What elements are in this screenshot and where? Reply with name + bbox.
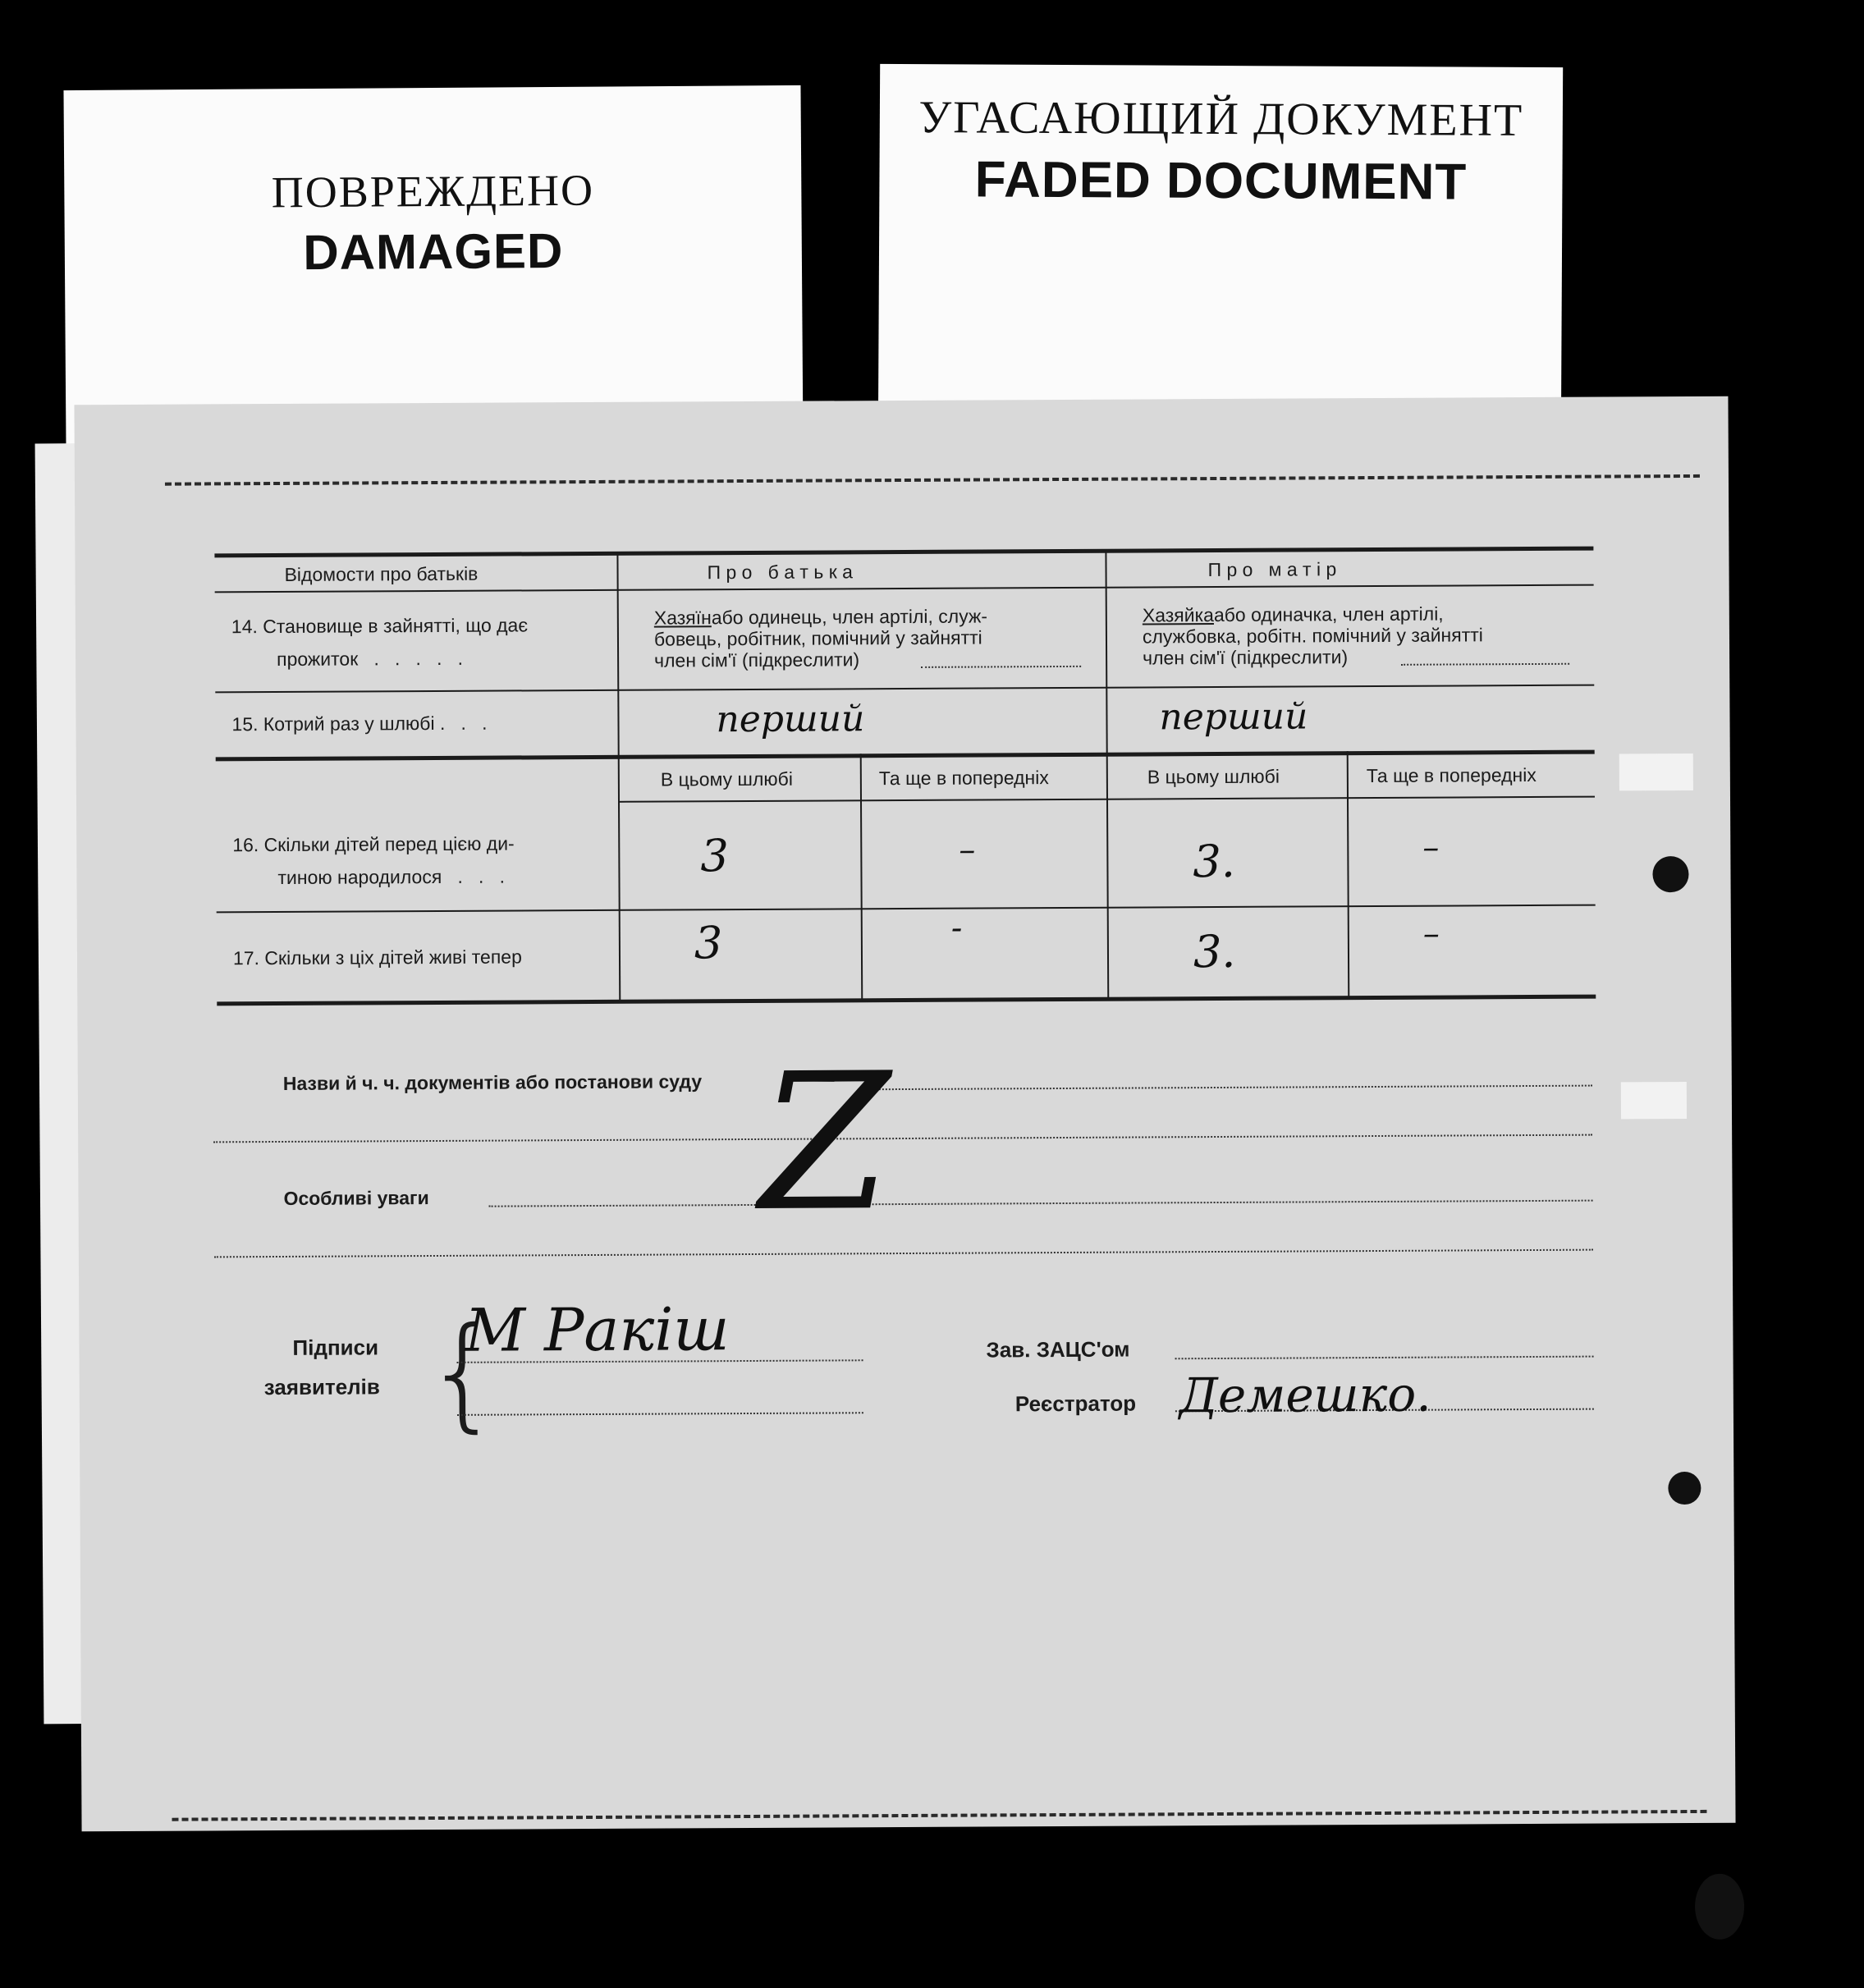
row14-mother-line3: член сім'ї (підкреслити)	[1143, 646, 1349, 669]
row16-father-prev: –	[959, 831, 976, 869]
row15-label: 15. Котрий раз у шлюбі . . .	[231, 712, 488, 735]
row14-mother-underlined: Хазяйка	[1142, 604, 1214, 626]
col-divider-2	[1105, 551, 1109, 999]
row14-father-line2: бовець, робітник, помічний у зайнятті	[653, 626, 982, 650]
table-bottom-rule	[217, 995, 1596, 1006]
edge-tear	[1619, 754, 1693, 790]
signatures-brace: {	[424, 1301, 503, 1445]
subheader-father-prev: Та ще в попередніх	[878, 767, 1049, 790]
documents-line2	[213, 1134, 1592, 1143]
header-rule	[215, 584, 1594, 593]
registrar-label: Реєстратор	[1014, 1390, 1137, 1417]
subheader-mother-this: В цьому шлюбі	[1147, 765, 1280, 788]
head-signature-line	[1175, 1356, 1594, 1360]
col-divider-mother	[1347, 751, 1350, 997]
notes-line1	[489, 1200, 1593, 1207]
signatures-label-line1: Підписи	[292, 1335, 379, 1360]
row14-rule	[215, 685, 1594, 694]
header-parents: Відомости про батьків	[284, 562, 479, 585]
header-father: П р о б а т ь к а	[707, 561, 853, 584]
documents-line1	[870, 1085, 1592, 1091]
row17-mother-this: 3.	[1193, 925, 1236, 978]
row16-label-line2: тиною народилося . . .	[277, 865, 506, 888]
row14-mother-text1: або одиначка, член артілі,	[1213, 602, 1444, 626]
row14-father-line3: член сім'ї (підкреслити)	[654, 648, 860, 671]
row14-father-text1: або одинець, член артілі, служ-	[711, 605, 988, 629]
row16-rule	[217, 905, 1596, 914]
row16-father-this: 3	[700, 830, 729, 882]
row16-label-line1: 16. Скільки дітей перед цією ди-	[232, 832, 515, 856]
form-sheet	[74, 396, 1735, 1832]
perforation-bottom	[172, 1810, 1706, 1821]
row15-father-value: перший	[716, 698, 865, 741]
punch-hole	[1652, 856, 1688, 892]
table-top-rule	[214, 547, 1593, 558]
row15-rule	[216, 750, 1595, 762]
applicant-signature: М Ракіш	[465, 1294, 730, 1365]
punch-hole	[1695, 1874, 1744, 1940]
punch-hole	[1668, 1472, 1701, 1505]
col-divider-father	[860, 754, 863, 1000]
applicant-signature-line2	[457, 1412, 863, 1416]
row14-mother-line2: службовка, робітн. помічний у зайнятті	[1142, 624, 1483, 648]
faded-label-ru: УГАСАЮЩИЙ ДОКУМЕНТ	[918, 92, 1524, 146]
notes-label: Особливі уваги	[283, 1187, 429, 1209]
row16-mother-this: 3.	[1193, 835, 1236, 888]
row14-father-fill	[921, 666, 1081, 668]
documents-label: Назви й ч. ч. документів або постанови суду	[282, 1070, 703, 1094]
notes-handwritten-mark: Z	[758, 1033, 891, 1253]
row14-label-line2: прожиток . . . . .	[277, 647, 464, 670]
faded-label-card	[878, 64, 1563, 445]
row17-father-this: 3	[694, 917, 723, 969]
row14-father-underlined: Хазяїн	[653, 607, 712, 629]
perforation-top	[165, 474, 1700, 486]
col-divider-1	[616, 553, 621, 1001]
notes-line2	[214, 1249, 1593, 1258]
subheader-mother-prev: Та ще в попередніх	[1366, 763, 1537, 787]
header-mother: П р о м а т і р	[1207, 558, 1337, 581]
row17-label: 17. Скільки з ціх дітей живі тепер	[232, 946, 522, 969]
damaged-label-card	[63, 85, 803, 451]
damaged-label-en: DAMAGED	[303, 222, 564, 281]
row15-mother-value: перший	[1159, 695, 1308, 739]
row16-mother-prev: –	[1422, 828, 1440, 867]
row14-mother-fill	[1401, 663, 1569, 666]
head-label: Зав. ЗАЦС'ом	[986, 1336, 1130, 1363]
faded-label-en: FADED DOCUMENT	[974, 151, 1468, 211]
row17-mother-prev: –	[1422, 914, 1440, 953]
damaged-label-ru: ПОВРЕЖДЕНО	[271, 165, 595, 218]
edge-tear	[1621, 1082, 1687, 1119]
signatures-label-line2: заявителів	[263, 1374, 380, 1400]
row14-father-line1	[654, 605, 987, 629]
registrar-signature: Демешко.	[1179, 1366, 1431, 1424]
row14-label-line1: 14. Становище в зайнятті, що дає	[231, 614, 529, 638]
row17-father-prev: -	[950, 909, 963, 947]
row14-mother-line1	[1143, 603, 1444, 627]
subheader-father-this: В цьому шлюбі	[660, 767, 793, 790]
